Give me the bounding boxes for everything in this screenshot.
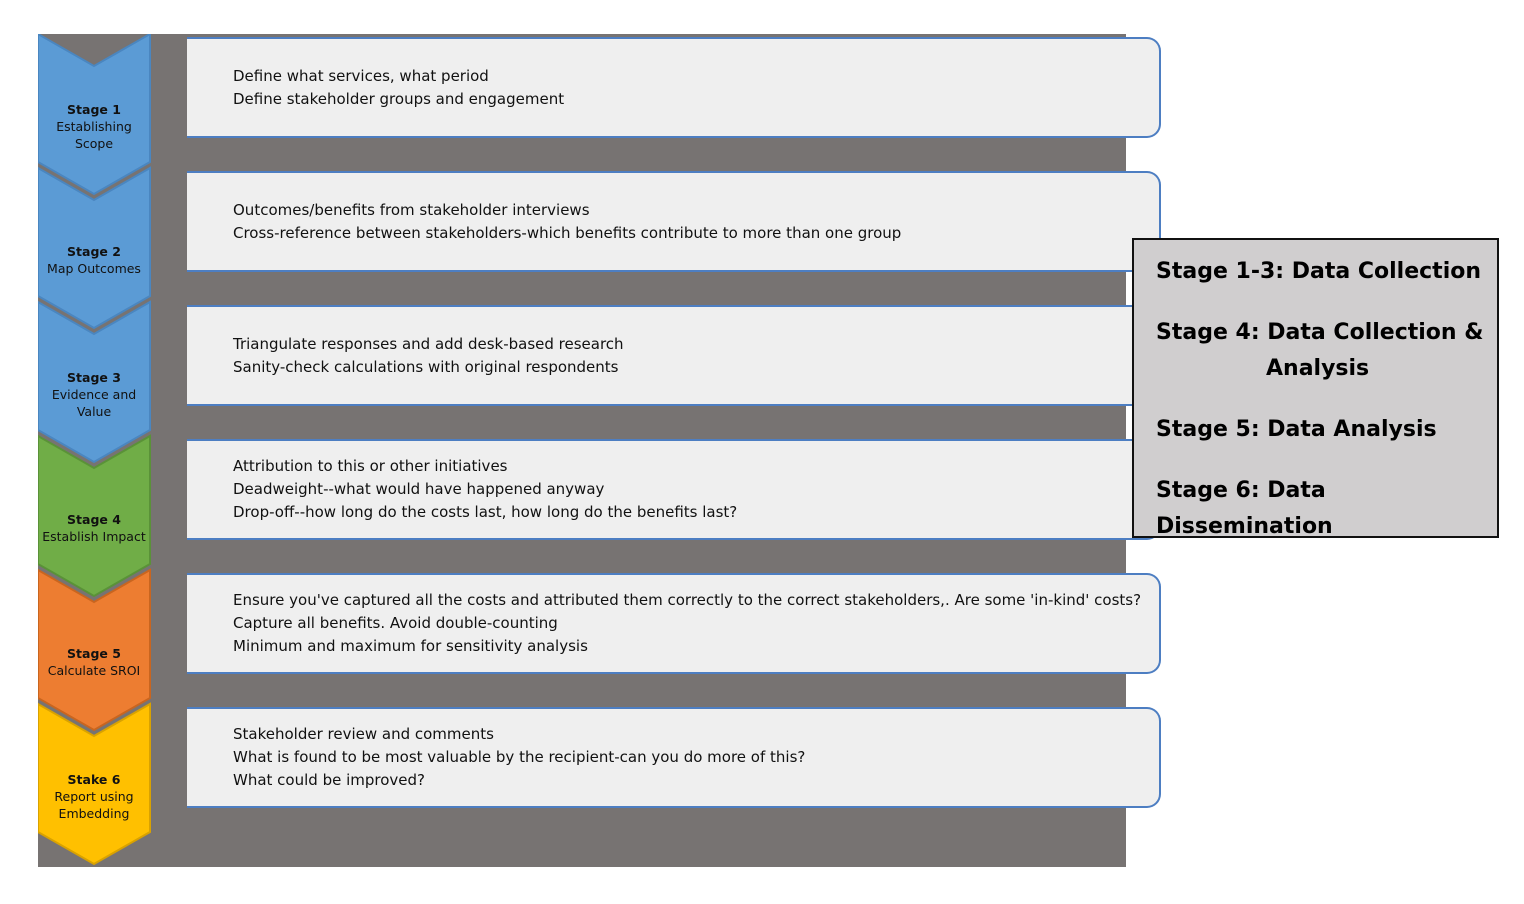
stage-box-6 (187, 707, 1161, 808)
chevron-title-3: Stage 3 (67, 369, 121, 385)
summary-item-4: Stage 6: Data Dissemination (1156, 478, 1333, 539)
stage-1-line-1: Define what services, what period (233, 66, 489, 85)
stage-6-line-3: What could be improved? (233, 771, 425, 789)
summary-box (1132, 238, 1499, 538)
summary-item-1: Stage 1-3: Data Collection (1156, 259, 1482, 284)
chevron-subtitle-6-1: Report using (54, 788, 134, 804)
stage-box-3 (187, 305, 1161, 406)
chevron-subtitle-2-1: Map Outcomes (47, 261, 141, 276)
stage-5-line-2: Capture all benefits. Avoid double-counting (233, 614, 558, 632)
stage-4-line-2: Deadweight--what would have happened anyway (233, 480, 605, 498)
chevron-subtitle-5-1: Calculate SROI (47, 663, 141, 678)
stage-1-line-2: Define stakeholder groups and engagement (233, 89, 565, 108)
chevron-subtitle-6-2: Embedding (58, 805, 130, 821)
summary-item-3: Stage 5: Data Analysis (1156, 417, 1437, 442)
chevron-label-6 (38, 771, 150, 822)
chevron-label-1 (38, 101, 150, 152)
stage-5-line-1: Ensure you've captured all the costs and attributed them correctly to the correct stakeholders,. Are some 'in-kind' costs? (233, 591, 1142, 609)
stage-box-4 (187, 439, 1161, 540)
stage-box-5 (187, 573, 1161, 674)
chevron-title-5: Stage 5 (67, 646, 121, 661)
chevron-subtitle-4-1: Establish Impact (42, 529, 146, 544)
summary-item-2-cont: Analysis (1266, 356, 1370, 381)
stage-3-line-2: Sanity-check calculations with original respondents (233, 357, 619, 376)
chevron-title-2: Stage 2 (67, 244, 121, 259)
chevron-subtitle-3-2: Value (76, 403, 112, 419)
stage-3-line-1: Triangulate responses and add desk-based research (233, 334, 624, 353)
process-panel (38, 34, 1142, 867)
stage-6-line-2: What is found to be most valuable by the recipient-can you do more of this? (233, 748, 806, 766)
chevron-subtitle-1-2: Scope (74, 135, 114, 151)
chevron-label-3 (38, 369, 150, 420)
stage-box-2 (187, 171, 1161, 272)
stage-box-1 (187, 37, 1161, 138)
chevron-label-4 (38, 511, 150, 545)
stage-2-line-2: Cross-reference between stakeholders-which benefits contribute to more than one group (233, 223, 902, 242)
chevron-subtitle-3-1: Evidence and (51, 386, 137, 402)
chevron-subtitle-1-1: Establishing (56, 118, 132, 134)
stage-5-line-3: Minimum and maximum for sensitivity analysis (233, 637, 588, 655)
stage-4-line-1: Attribution to this or other initiatives (233, 457, 508, 475)
chevron-label-5 (38, 645, 150, 679)
chevron-title-4: Stage 4 (67, 512, 121, 527)
summary-item-2: Stage 4: Data Collection & (1156, 320, 1484, 345)
chevron-title-6: Stake 6 (67, 771, 121, 787)
stage-6-line-1: Stakeholder review and comments (233, 725, 494, 743)
chevron-label-2 (38, 243, 150, 277)
stage-2-line-1: Outcomes/benefits from stakeholder interviews (233, 200, 590, 219)
chevron-title-1: Stage 1 (67, 101, 121, 117)
stage-4-line-3: Drop-off--how long do the costs last, how long do the benefits last? (233, 503, 738, 521)
